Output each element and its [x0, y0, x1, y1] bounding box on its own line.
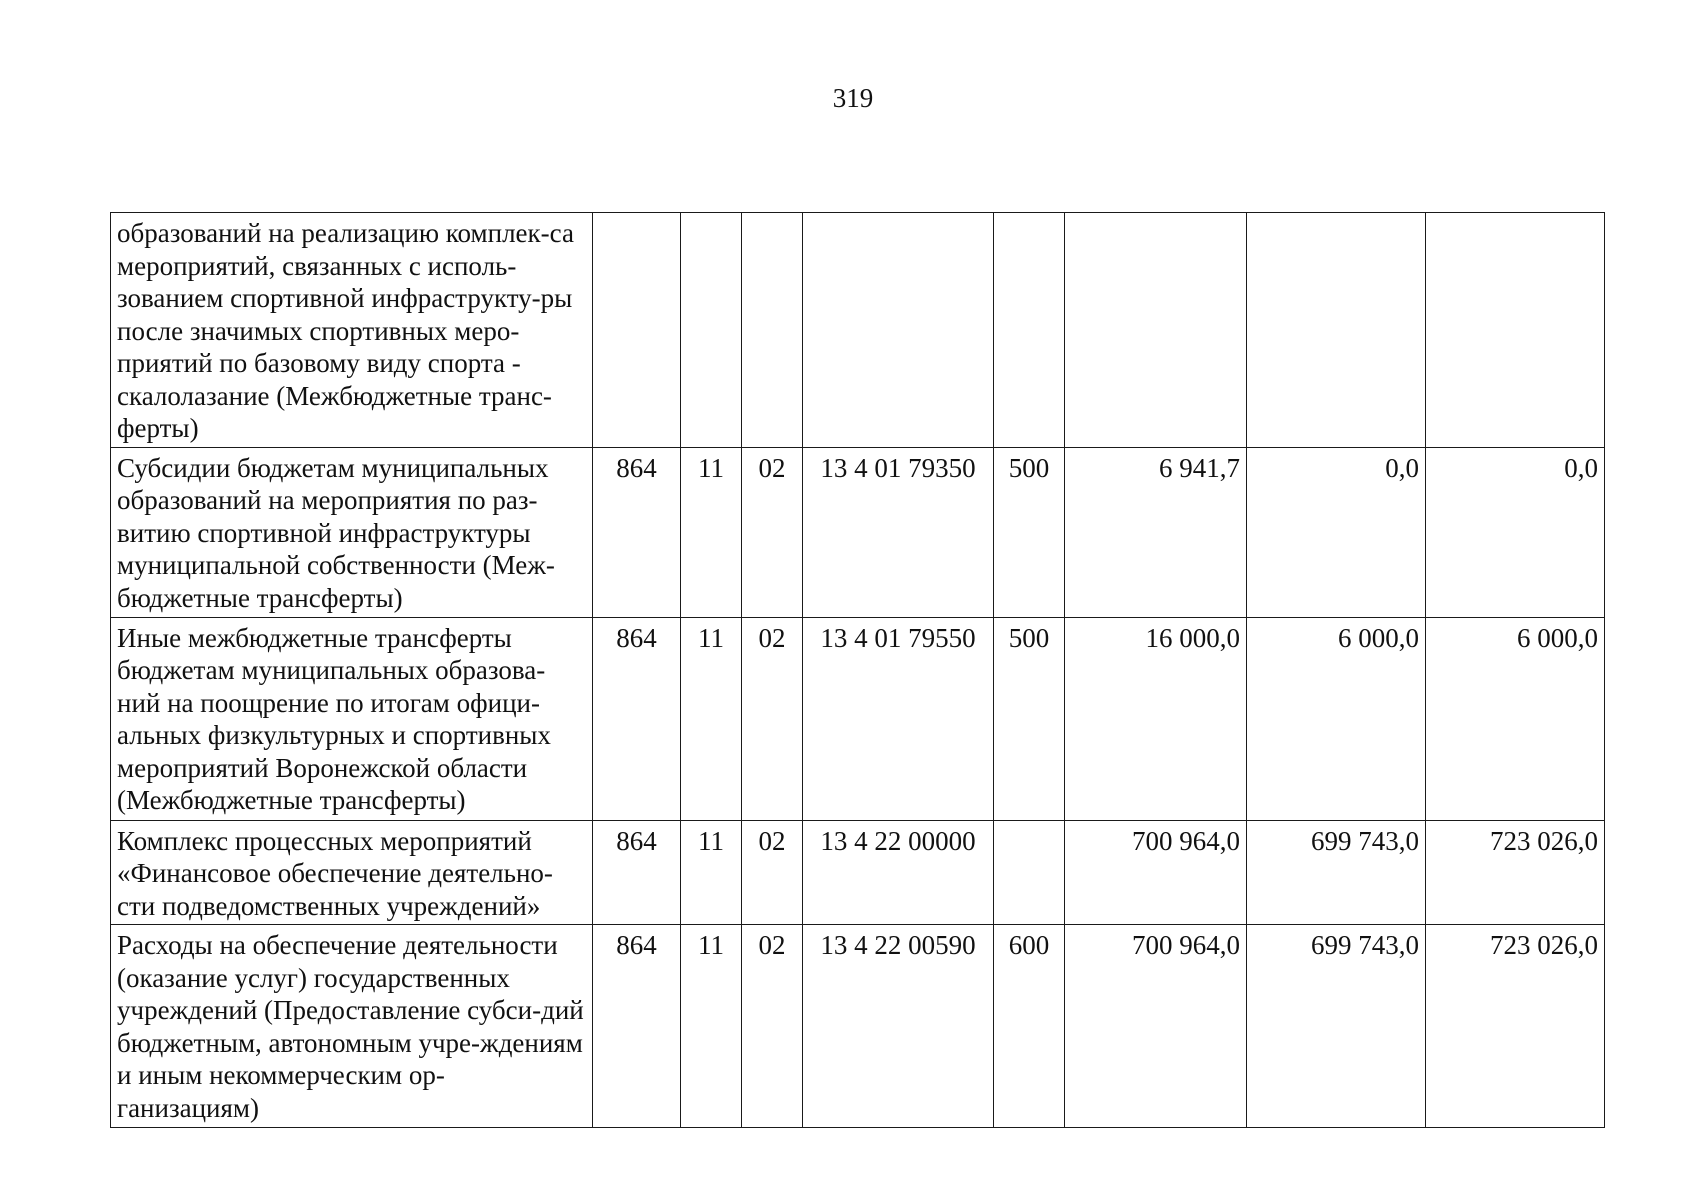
expense-type-code: 600 [994, 925, 1065, 1128]
amount-2: 699 743,0 [1247, 925, 1426, 1128]
ministry-code [593, 213, 681, 448]
target-article-code: 13 4 22 00590 [803, 925, 994, 1128]
amount-2: 699 743,0 [1247, 820, 1426, 925]
amount-3: 6 000,0 [1426, 617, 1605, 820]
amount-3: 723 026,0 [1426, 925, 1605, 1128]
table-row [111, 213, 1605, 448]
amount-2: 0,0 [1247, 447, 1426, 617]
expense-type-code [994, 820, 1065, 925]
expense-type-code: 500 [994, 447, 1065, 617]
row-description: Иные межбюджетные трансферты бюджетам муниципальных образова-ний на поощрение по итогам офици-альных физкультурных и спортивных мероприятий Воронежской области (Межбюджетные трансферты) [111, 617, 593, 820]
section-code: 11 [681, 447, 742, 617]
ministry-code: 864 [593, 925, 681, 1128]
amount-1: 700 964,0 [1065, 820, 1247, 925]
section-code [681, 213, 742, 448]
amount-3 [1426, 213, 1605, 448]
row-description: образований на реализацию комплек-са мероприятий, связанных с исполь-зованием спортивной инфраструкту-ры после значимых спортивных меро-приятий по базовому виду спорта - скалолазание (Межбюджетные транс-ферты) [111, 213, 593, 448]
subsection-code [742, 213, 803, 448]
amount-1: 16 000,0 [1065, 617, 1247, 820]
row-description: Субсидии бюджетам муниципальных образований на мероприятия по раз-витию спортивной инфраструктуры муниципальной собственности (Меж-бюджетные трансферты) [111, 447, 593, 617]
subsection-code: 02 [742, 617, 803, 820]
subsection-code: 02 [742, 820, 803, 925]
section-code: 11 [681, 617, 742, 820]
table-row [111, 447, 1605, 617]
subsection-code: 02 [742, 447, 803, 617]
table-row [111, 925, 1605, 1128]
table-row [111, 617, 1605, 820]
amount-1: 6 941,7 [1065, 447, 1247, 617]
amount-1: 700 964,0 [1065, 925, 1247, 1128]
section-code: 11 [681, 925, 742, 1128]
ministry-code: 864 [593, 447, 681, 617]
page-number: 319 [832, 83, 874, 113]
row-description: Расходы на обеспечение деятельности (оказание услуг) государственных учреждений (Предоставление субси-дий бюджетным, автономным учре-ждениям и иным некоммерческим ор-ганизациям) [111, 925, 593, 1128]
amount-2 [1247, 213, 1426, 448]
amount-3: 723 026,0 [1426, 820, 1605, 925]
target-article-code: 13 4 01 79550 [803, 617, 994, 820]
ministry-code: 864 [593, 820, 681, 925]
target-article-code: 13 4 22 00000 [803, 820, 994, 925]
expense-type-code: 500 [994, 617, 1065, 820]
amount-2: 6 000,0 [1247, 617, 1426, 820]
target-article-code: 13 4 01 79350 [803, 447, 994, 617]
expense-type-code [994, 213, 1065, 448]
amount-1 [1065, 213, 1247, 448]
ministry-code: 864 [593, 617, 681, 820]
subsection-code: 02 [742, 925, 803, 1128]
budget-table [110, 212, 1605, 1128]
section-code: 11 [681, 820, 742, 925]
row-description: Комплекс процессных мероприятий «Финансовое обеспечение деятельно-сти подведомственных учреждений» [111, 820, 593, 925]
target-article-code [803, 213, 994, 448]
amount-3: 0,0 [1426, 447, 1605, 617]
table-row [111, 820, 1605, 925]
